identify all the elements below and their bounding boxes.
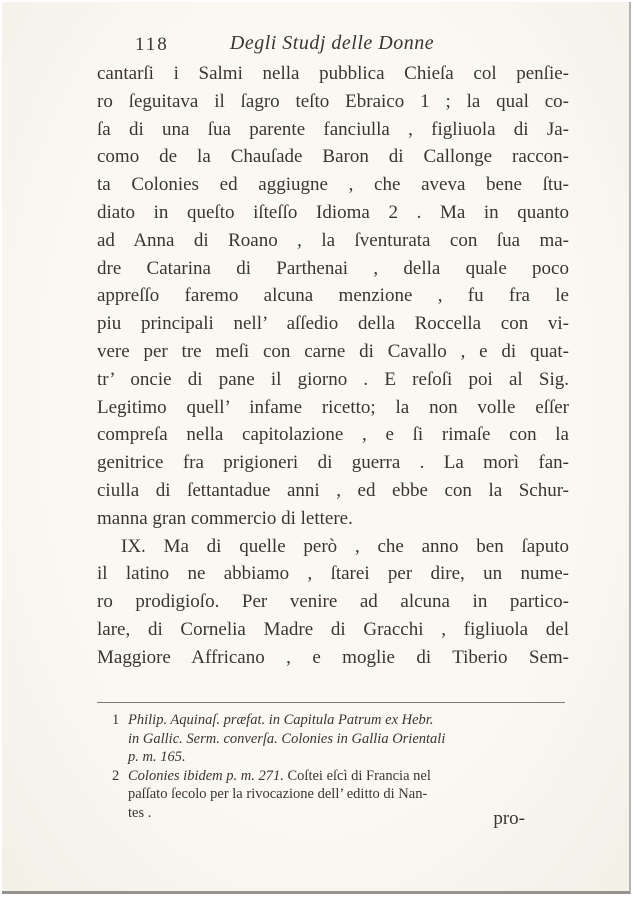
body-line: piu principali nell’ aſſedio della Roccella con vi- (97, 313, 569, 335)
body-line: Legitimo quell’ infame ricetto; la non volle eſſer (97, 396, 569, 418)
body-line: vere per tre meſi con carne di Cavallo , e di quat- (97, 340, 569, 362)
footnote-line: in Gallic. Serm. converſa. Colonies in Gallia Orientali (128, 730, 446, 747)
body-line: ad Anna di Roano , la ſventurata con ſua ma- (97, 229, 569, 251)
footnote-line: paſſato ſecolo per la rivocazione dell’ editto di Nan- (128, 786, 428, 802)
body-line: genitrice fra prigioneri di guerra . La morì fan- (97, 452, 569, 474)
body-line: compreſa nella capitolazione , e ſi rimaſe con la (97, 424, 569, 446)
running-header (97, 32, 567, 60)
body-line: appreſſo faremo alcuna menzione , fu fra le (97, 285, 569, 307)
body-line: cantarſi i Salmi nella pubblica Chieſa col penſie- (97, 63, 569, 84)
footnote-line (128, 767, 567, 786)
body-line: dre Catarina di Parthenai , della quale poco (97, 257, 569, 279)
page-number: 118 (135, 34, 169, 55)
footnote-line: tes . (128, 804, 152, 821)
running-title: Degli Studj delle Donne (229, 32, 435, 54)
footnote-1 (112, 711, 567, 767)
body-line: ciulla di ſettantadue anni , ed ebbe con la Schur- (97, 479, 569, 501)
catchword: pro- (493, 808, 525, 829)
body-line: ta Colonies ed aggiugne , che aveva bene ſtu- (97, 174, 569, 196)
body-line: il latino ne abbiamo , ſtarei per dire, un nume- (97, 563, 569, 585)
body-line: lare, di Cornelia Madre di Gracchi , figliuola del (97, 618, 569, 640)
body-line: diato in queſto iſteſſo Idioma 2 . Ma in quanto (97, 201, 569, 223)
footnote-text: Coſtei eſcì di Francia nel (283, 767, 431, 784)
page (2, 2, 631, 894)
body-line: ro prodigioſo. Per venire ad alcuna in partico- (97, 591, 569, 613)
body-line: como de la Chauſade Baron di Callonge raccon- (97, 146, 569, 168)
footnote-marker: 1 (112, 712, 120, 728)
body-line: ro ſeguitava il ſagro teſto Ebraico 1 ; la qual co- (97, 90, 569, 112)
body-line: IX. Ma di quelle però , che anno ben ſaputo (121, 535, 569, 557)
footnote-line: p. m. 165. (128, 749, 186, 765)
body-line: tr’ oncie di pane il giorno . E reſoſi poi al Sig. (97, 368, 569, 390)
footnotes (112, 711, 567, 822)
footnote-marker: 2 (112, 767, 120, 784)
body-text (97, 60, 569, 672)
body-line: ſa di una ſua parente fanciulla , figliuola di Ja- (97, 118, 569, 140)
footnote-line: Philip. Aquinaſ. præfat. in Capitula Patrum ex Hebr. (128, 712, 434, 728)
body-line: manna gran commercio di lettere. (97, 507, 353, 529)
footnote-citation: Colonies ibidem p. m. 271. (128, 767, 284, 784)
footnote-rule (97, 702, 565, 703)
body-line: Maggiore Affricano , e moglie di Tiberio Sem- (97, 646, 569, 668)
